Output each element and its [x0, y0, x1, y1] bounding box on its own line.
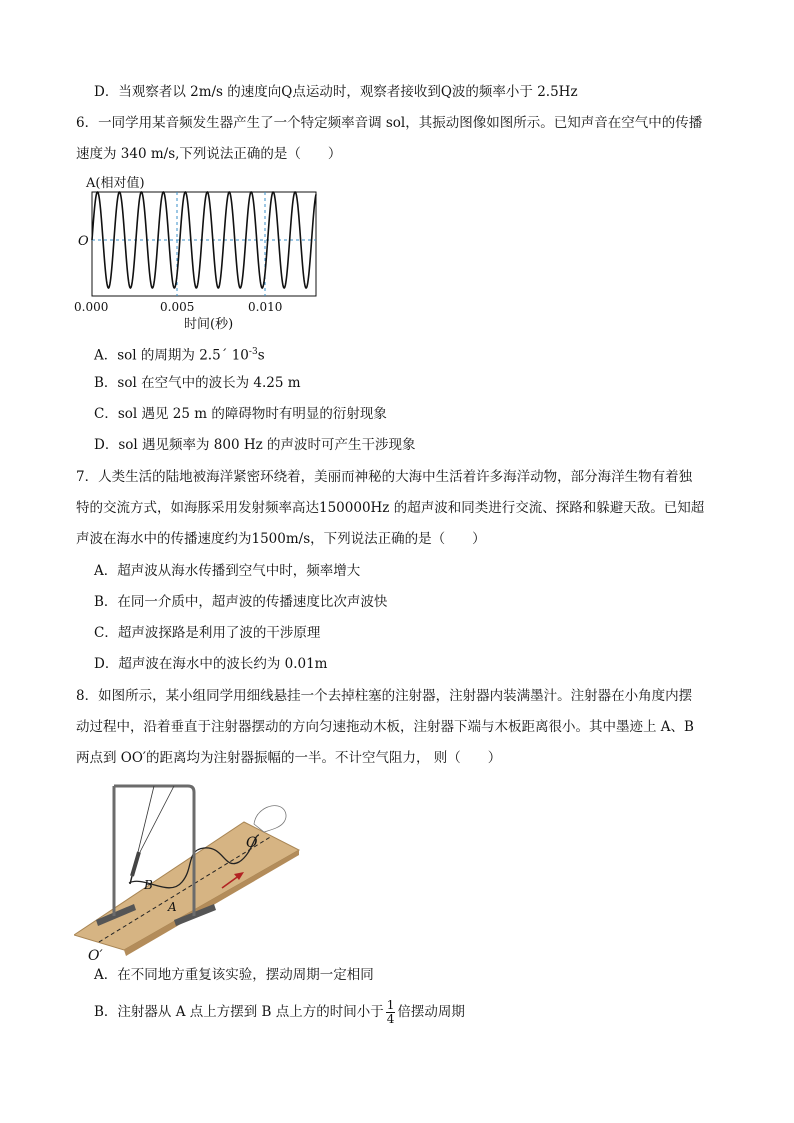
q8-option-a: A．在不同地方重复该实验，摆动周期一定相同: [94, 967, 374, 983]
q6-stem-line2: 速度为 340 m/s,下列说法正确的是（ ）: [76, 146, 342, 162]
q6-sine-wave: [92, 192, 316, 288]
q7-stem-line3: 声波在海水中的传播速度约为1500m/s，下列说法正确的是（ ）: [76, 531, 486, 547]
q7-stem-line2: 特的交流方式，如海豚采用发射频率高达150000Hz 的超声波和同类进行交流、探路和躲避天敌。已知超: [76, 500, 705, 516]
q8-label-o: O: [246, 835, 258, 851]
q6-option-d: D．sol 遇见频率为 800 Hz 的声波时可产生干涉现象: [94, 437, 416, 453]
q6-xlabel: 时间(秒): [184, 317, 234, 330]
q6-vibration-figure: [72, 170, 332, 330]
q6-tick-label-0: 0.000: [74, 300, 109, 314]
q7-option-b: B．在同一介质中，超声波的传播速度比次声波快: [94, 594, 388, 610]
q8-stem-line2: 动过程中，沿着垂直于注射器摆动的方向匀速拖动木板，注射器下端与木板距离很小。其中墨迹上 A、B: [76, 719, 694, 735]
q8-string-2: [140, 786, 174, 852]
q7-option-d: D．超声波在海水中的波长约为 0.01m: [94, 656, 328, 672]
q8-option-b: B．注射器从 A 点上方摆到 B 点上方的时间小于 $\frac{1}{4}$ 倍摆动周期: [94, 998, 465, 1026]
q8-syringe-tip: [130, 876, 132, 884]
q6-tick-label-1: 0.005: [160, 300, 195, 314]
q6-stem-line1: 6．一同学用某音频发生器产生了一个特定频率音调 sol，其振动图像如图所示。已知声音在空气中的传播: [76, 115, 703, 131]
q6-tick-label-2: 0.010: [248, 300, 283, 314]
q6-origin-label: O: [78, 234, 89, 249]
q6-option-c: C．sol 遇见 25 m 的障碍物时有明显的衍射现象: [94, 406, 387, 422]
q6-option-a: A．sol 的周期为 2.5´ $10^{-3}s$: [94, 347, 265, 364]
q8-wooden-board: [74, 822, 299, 950]
q8-stem-line3: 两点到 OO′的距离均为注射器振幅的一半。不计空气阻力， 则（ ）: [76, 750, 502, 766]
q8-label-b: B: [144, 878, 153, 892]
q6-ylabel: A(相对值): [86, 176, 145, 191]
q8-label-a: A: [168, 900, 177, 914]
q7-stem-line1: 7．人类生活的陆地被海洋紧密环绕着，美丽而神秘的大海中生活着许多海洋动物，部分海洋生物有着独: [76, 469, 693, 485]
q8-string-1: [138, 786, 154, 852]
q8-fraction: $\frac{1}{4}$: [386, 998, 395, 1026]
q6-option-b: B．sol 在空气中的波长为 4.25 m: [94, 375, 301, 391]
q7-option-c: C．超声波探路是利用了波的干涉原理: [94, 625, 321, 641]
q8-hand-icon: [254, 806, 286, 832]
q8-label-o-prime: O′: [88, 948, 103, 962]
q8-pendulum-figure: [74, 780, 314, 962]
q8-syringe: [132, 852, 139, 876]
q7-option-a: A．超声波从海水传播到空气中时，频率增大: [94, 563, 361, 579]
q8-stem-line1: 8．如图所示，某小组同学用细线悬挂一个去掉柱塞的注射器，注射器内装满墨汁。注射器在小角度内摆: [76, 688, 693, 704]
q5-option-d: D．当观察者以 2m/s 的速度向Q点运动时，观察者接收到Q波的频率小于 2.5Hz: [94, 84, 578, 100]
